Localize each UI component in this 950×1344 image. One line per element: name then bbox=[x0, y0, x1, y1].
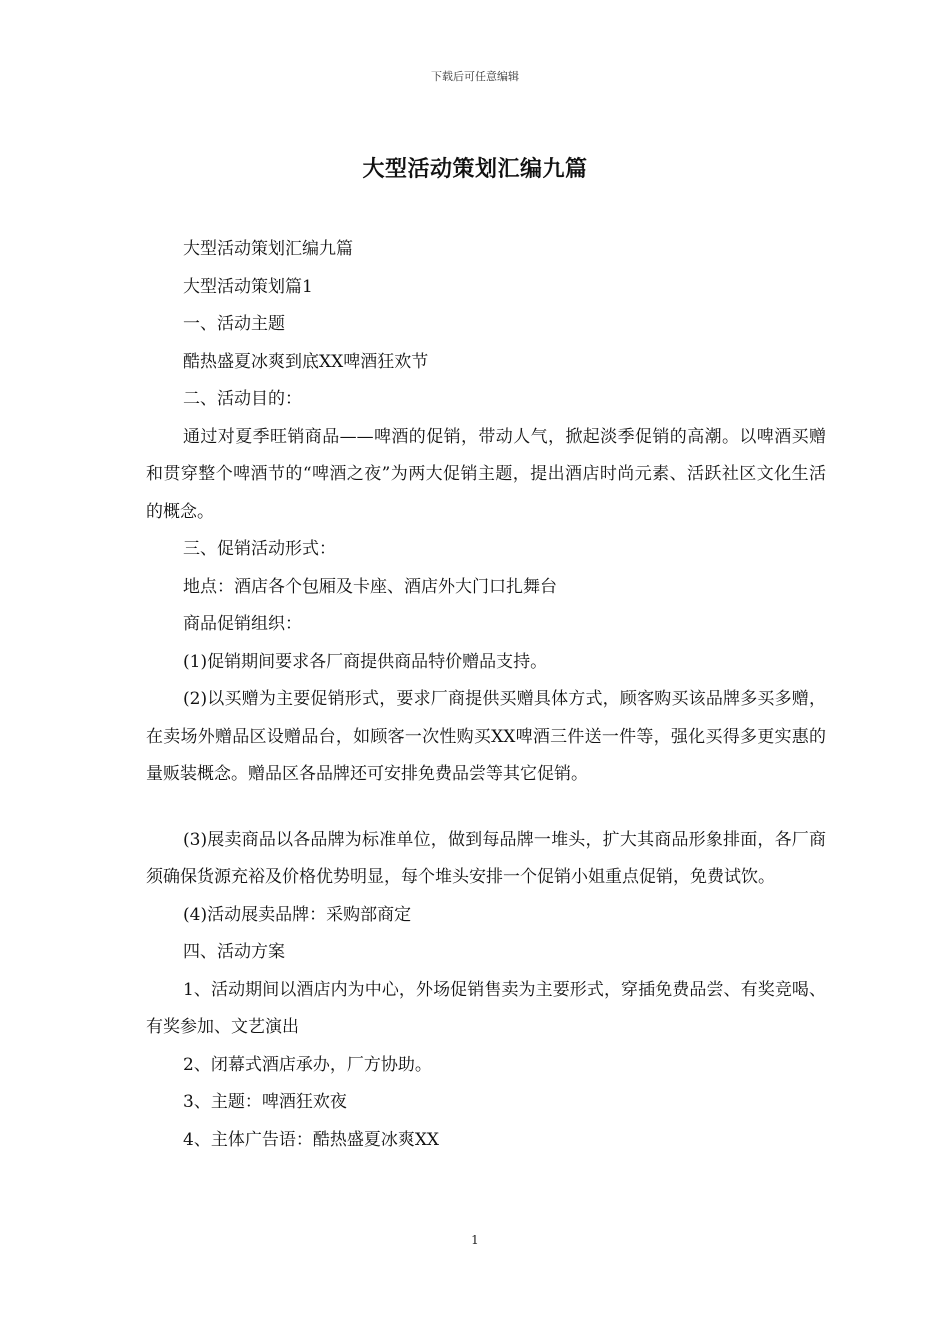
paragraph: 4、主体广告语：酷热盛夏冰爽XX bbox=[183, 1129, 440, 1150]
paragraph: 地点：酒店各个包厢及卡座、酒店外大门口扎舞台 bbox=[183, 576, 557, 597]
document-body bbox=[146, 231, 826, 1159]
paragraph: 商品促销组织： bbox=[183, 614, 302, 634]
paragraph: 大型活动策划汇编九篇 bbox=[183, 239, 353, 259]
page-number: 1 bbox=[471, 1233, 479, 1247]
paragraph: (4)活动展卖品牌：采购部商定 bbox=[183, 904, 412, 925]
header-note: 下载后可任意编辑 bbox=[431, 70, 519, 83]
paragraph: 通过对夏季旺销商品——啤酒的促销，带动人气，掀起淡季促销的高潮。以啤酒买赠和贯穿整个啤酒节的“啤酒之夜”为两大促销主题，提出酒店时尚元素、活跃社区文化生活的概念。 bbox=[146, 426, 826, 522]
paragraph: (3)展卖商品以各品牌为标准单位，做到每品牌一堆头，扩大其商品形象排面，各厂商须确保货源充裕及价格优势明显，每个堆头安排一个促销小姐重点促销，免费试饮。 bbox=[146, 829, 826, 887]
paragraph: 3、主题：啤酒狂欢夜 bbox=[183, 1092, 347, 1112]
section-heading: 一、活动主题 bbox=[183, 314, 285, 334]
paragraph: (2)以买赠为主要促销形式，要求厂商提供买赠具体方式，顾客购买该品牌多买多赠，在卖场外赠品区设赠品台，如顾客一次性购买XX啤酒三件送一件等，强化买得多更实惠的量贩装概念。赠品区各品牌还可安排免费品尝等其它促销。 bbox=[146, 689, 826, 784]
paragraph: 1、活动期间以酒店内为中心，外场促销售卖为主要形式，穿插免费品尝、有奖竞喝、有奖参加、文艺演出 bbox=[146, 979, 826, 1037]
paragraph: 2、闭幕式酒店承办，厂方协助。 bbox=[183, 1054, 432, 1075]
section-heading: 四、活动方案 bbox=[183, 942, 285, 962]
section-heading: 三、促销活动形式： bbox=[183, 539, 336, 559]
paragraph: (1)促销期间要求各厂商提供商品特价赠品支持。 bbox=[183, 651, 548, 672]
paragraph: 大型活动策划篇1 bbox=[183, 276, 313, 297]
section-heading: 二、活动目的： bbox=[183, 389, 302, 409]
paragraph: 酷热盛夏冰爽到底XX啤酒狂欢节 bbox=[183, 351, 429, 372]
document-title: 大型活动策划汇编九篇 bbox=[362, 156, 588, 182]
